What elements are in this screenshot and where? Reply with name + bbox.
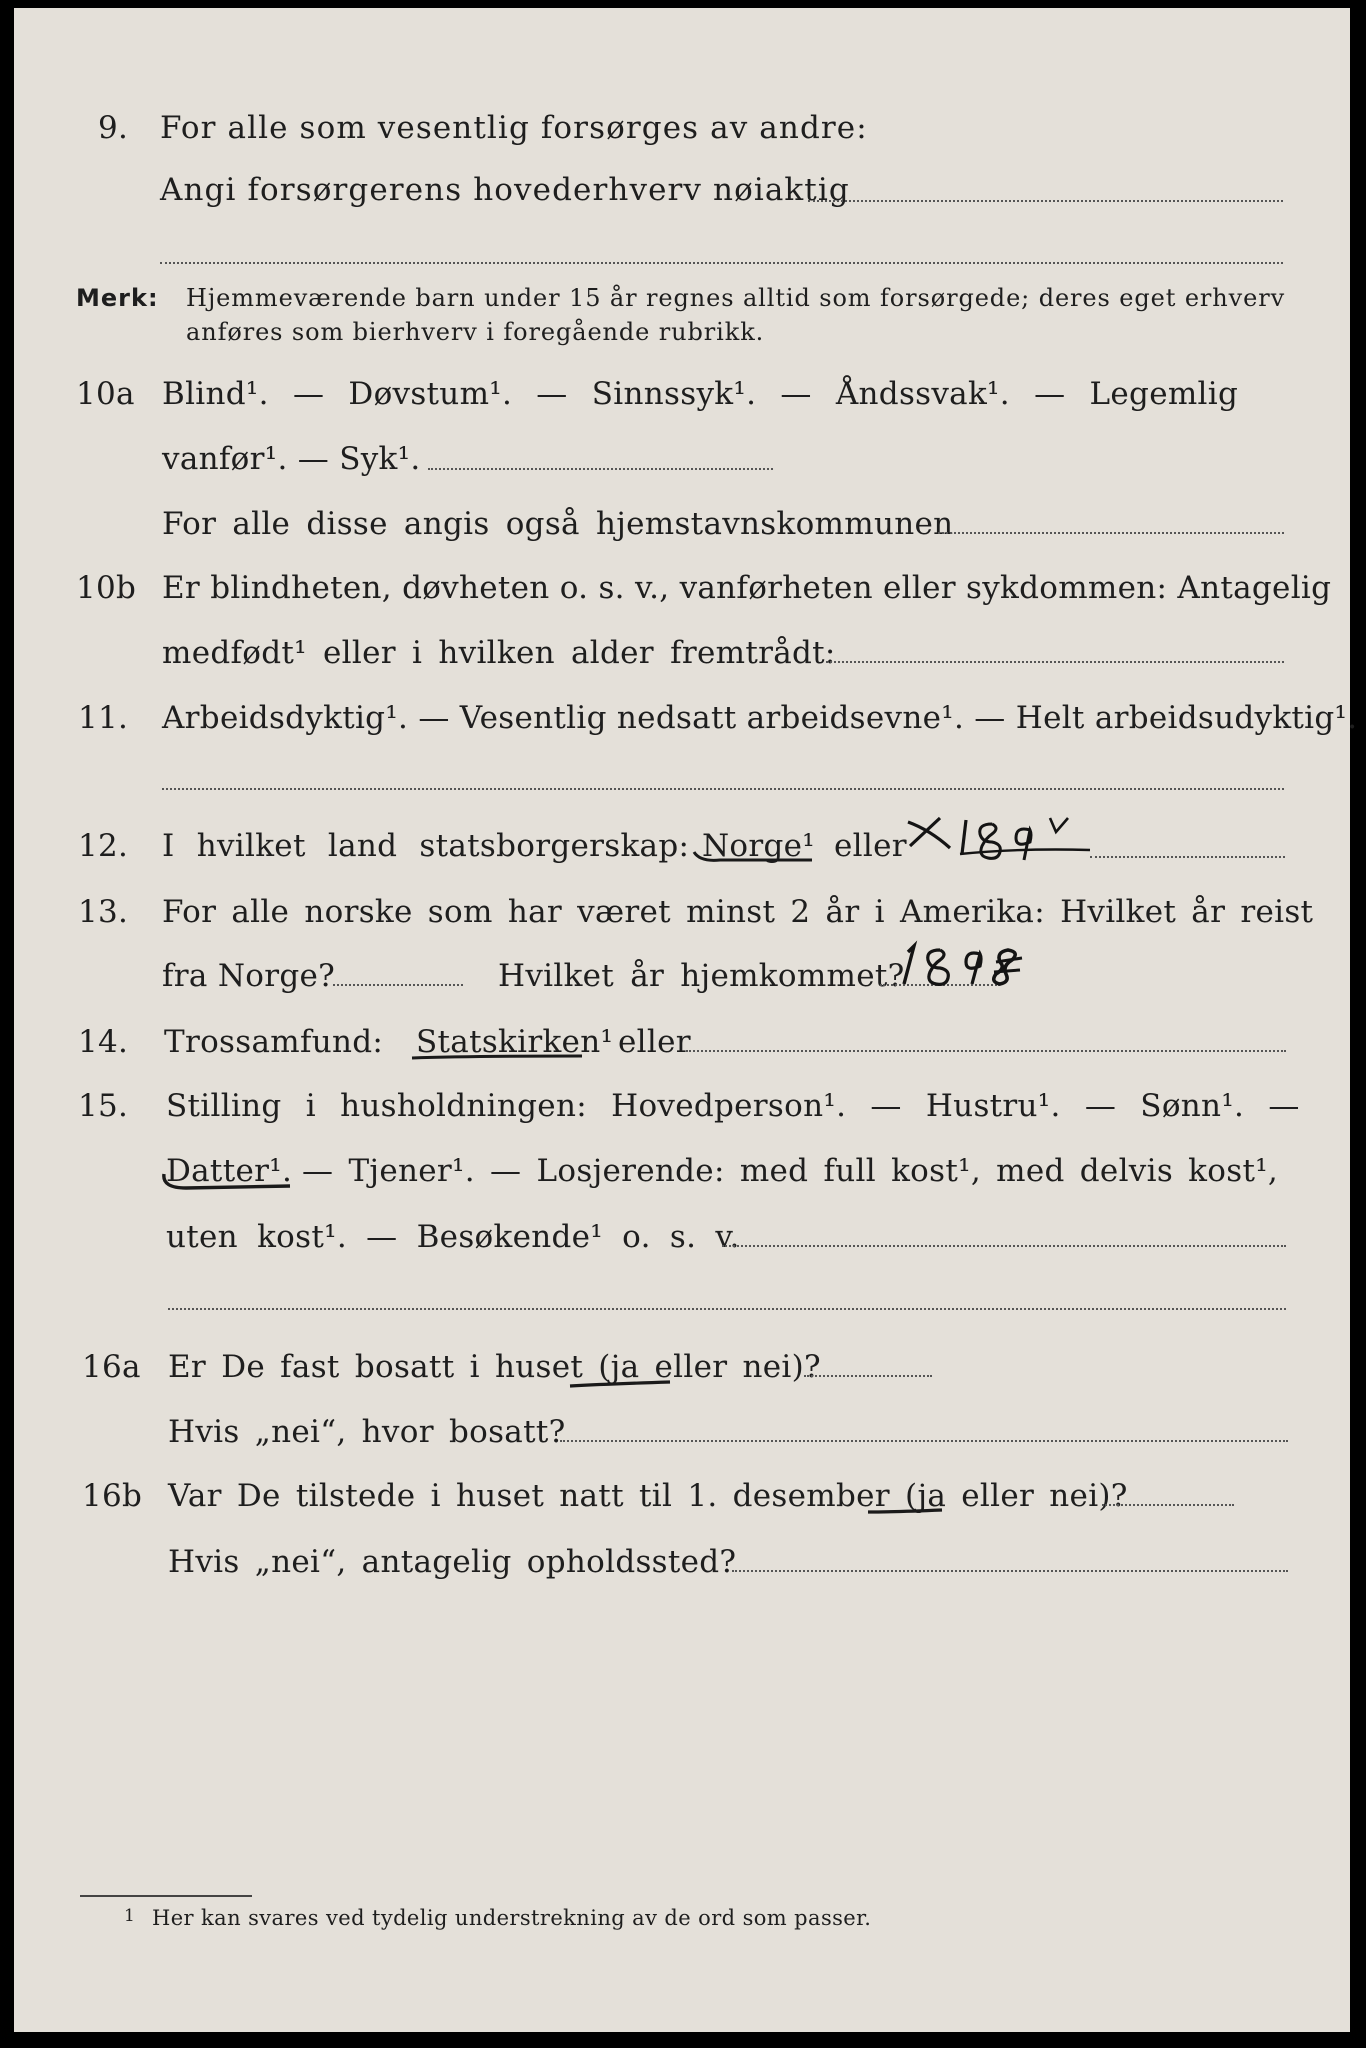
q9-line1: For alle som vesentlig forsørges av andre: xyxy=(160,110,868,146)
q10b-line2: medfødt¹ eller i hvilken alder fremtrådt: xyxy=(162,635,836,671)
q10a-line1: Blind¹. — Døvstum¹. — Sinnssyk¹. — Åndssvak¹. — Legemlig xyxy=(162,376,1239,412)
q16a-bosatt-line xyxy=(560,1440,1288,1442)
q11-line1: Arbeidsdyktig¹. — Vesentlig nedsatt arbeidsevne¹. — Helt arbeidsudyktig¹. xyxy=(162,700,1358,736)
q14-answer-line xyxy=(686,1050,1286,1052)
merk-label: Merk: xyxy=(76,284,159,312)
q14-statskirken: Statskirken¹ xyxy=(416,1024,614,1060)
q13-line1: For alle norske som har været minst 2 år i Amerika: Hvilket år reist xyxy=(162,894,1314,930)
q11-answer-line xyxy=(162,788,1284,790)
q15-line3: uten kost¹. — Besøkende¹ o. s. v. xyxy=(166,1219,740,1255)
q10a-line3: For alle disse angis også hjemstavnskommunen xyxy=(162,506,954,542)
q10a-answer-line xyxy=(428,468,773,470)
q15-datter: Datter¹. xyxy=(166,1153,293,1189)
q9-number: 9. xyxy=(98,110,129,146)
q14-trossamfund: Trossamfund: xyxy=(164,1024,384,1060)
q15-number: 15. xyxy=(78,1088,129,1124)
q10a-line2: vanfør¹. — Syk¹. xyxy=(162,441,421,477)
q12-norge-underline-mark xyxy=(690,822,815,872)
q15-line2: — Tjener¹. — Losjerende: med full kost¹, med delvis kost¹, xyxy=(302,1153,1279,1189)
q11-number: 11. xyxy=(78,700,129,736)
footnote-rule xyxy=(80,1895,252,1897)
q13-handwriting-1898 xyxy=(890,936,1050,996)
q13-fra-norge: fra Norge? xyxy=(162,958,336,994)
q14-eller: eller xyxy=(618,1024,691,1060)
q16a-line1: Er De fast bosatt i huset (ja eller nei)? xyxy=(168,1349,821,1385)
merk-line2: anføres som bierhverv i foregående rubrikk. xyxy=(186,318,765,346)
q12-handwriting-189v xyxy=(900,808,1090,868)
q12-answer-line xyxy=(1090,856,1285,858)
q13-number: 13. xyxy=(78,894,129,930)
q16b-opholdssted-line xyxy=(732,1570,1288,1572)
q12-number: 12. xyxy=(78,828,129,864)
q15-answer-line-2 xyxy=(168,1308,1286,1310)
q12-text-a: I hvilket land statsborgerskap: xyxy=(162,828,690,864)
q15-answer-line xyxy=(722,1245,1286,1247)
q16a-answer-line xyxy=(804,1375,932,1377)
q10a-number: 10a xyxy=(76,376,135,412)
q16b-line1: Var De tilstede i huset natt til 1. desember (ja eller nei)? xyxy=(168,1478,1128,1514)
q15-datter-underline xyxy=(158,1168,298,1198)
q10b-answer-line xyxy=(826,661,1284,663)
q9-answer-line xyxy=(808,200,1283,202)
q9-line2: Angi forsørgerens hovederhverv nøiaktig xyxy=(160,172,850,208)
footnote-mark: 1 xyxy=(124,1906,136,1926)
q14-number: 14. xyxy=(78,1024,129,1060)
q12-norge: Norge¹ xyxy=(702,828,816,864)
q16b-number: 16b xyxy=(82,1478,143,1514)
q10a-hjemstavn-line xyxy=(938,532,1284,534)
q14-statskirken-underline xyxy=(410,1044,585,1068)
q13-reist-line xyxy=(333,984,463,986)
merk-line1: Hjemmeværende barn under 15 år regnes alltid som forsørgede; deres eget erhverv xyxy=(186,284,1286,312)
q9-answer-line-2 xyxy=(160,262,1283,264)
q16a-ja-underline xyxy=(566,1376,676,1398)
q13-hjemkommet: Hvilket år hjemkommet? xyxy=(498,958,905,994)
q10b-line1: Er blindheten, døvheten o. s. v., vanførheten eller sykdommen: Antagelig xyxy=(162,570,1332,606)
q15-line1: Stilling i husholdningen: Hovedperson¹. — Hustru¹. — Sønn¹. — xyxy=(166,1088,1300,1124)
footnote-text: Her kan svares ved tydelig understrekning av de ord som passer. xyxy=(152,1906,872,1930)
q10b-number: 10b xyxy=(76,570,137,606)
q16a-line2: Hvis „nei“, hvor bosatt? xyxy=(168,1414,566,1450)
q16b-line2: Hvis „nei“, antagelig opholdssted? xyxy=(168,1544,737,1580)
q16b-answer-line xyxy=(1102,1504,1234,1506)
q12-eller: eller xyxy=(834,828,907,864)
q16a-number: 16a xyxy=(82,1349,141,1385)
q16b-ja-underline xyxy=(864,1504,946,1526)
